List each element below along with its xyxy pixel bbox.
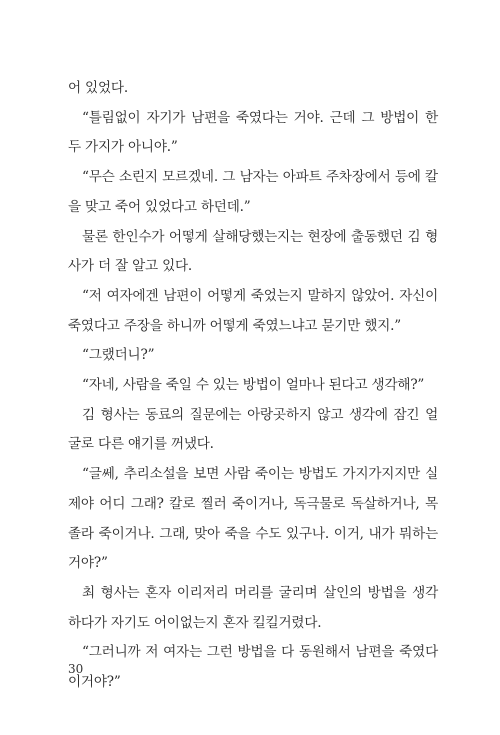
paragraph: 김 형사는 동료의 질문에는 아랑곳하지 않고 생각에 잠긴 얼굴로 다른 얘기를 꺼냈다. bbox=[68, 406, 438, 453]
body-text bbox=[68, 74, 438, 698]
paragraph: “무슨 소린지 모르겠네. 그 남자는 아파트 주차장에서 등에 칼을 맞고 죽어 있었다고 하던데.” bbox=[68, 169, 438, 215]
paragraph: 물론 한인수가 어떻게 살해당했는지는 현장에 출동했던 김 형사가 더 잘 알고 있다. bbox=[68, 228, 438, 275]
paragraph-continuation: 어 있었다. bbox=[68, 80, 128, 96]
paragraph: “글쎄, 추리소설을 보면 사람 죽이는 방법도 가지가지지만 실제야 어디 그래? 칼로 찔러 죽이거나, 독극물로 독살하거나, 목 졸라 죽이거나. 그래, 맞아 죽을 수도 있구나. 이거, 내가 뭐하는 거야?” bbox=[68, 466, 438, 572]
paragraph: “틀림없이 자기가 남편을 죽였다는 거야. 근데 그 방법이 한 두 가지가 아니야.” bbox=[68, 109, 438, 156]
paragraph: “자네, 사람을 죽일 수 있는 방법이 얼마나 된다고 생각해?” bbox=[82, 377, 425, 394]
paragraph: “그랬더니?” bbox=[82, 347, 155, 364]
page-number: 30 bbox=[68, 662, 84, 676]
paragraph: “저 여자에겐 남편이 어떻게 죽었는지 말하지 않았어. 자신이 죽였다고 주장을 하니까 어떻게 죽였느냐고 묻기만 했지.” bbox=[68, 287, 438, 334]
paragraph: “그러니까 저 여자는 그런 방법을 다 동원해서 남편을 죽였다 이거야?” bbox=[68, 644, 438, 691]
paragraph: 최 형사는 혼자 이리저리 머리를 굴리며 살인의 방법을 생각하다가 자기도 어이없는지 혼자 킬킬거렸다. bbox=[68, 584, 438, 631]
